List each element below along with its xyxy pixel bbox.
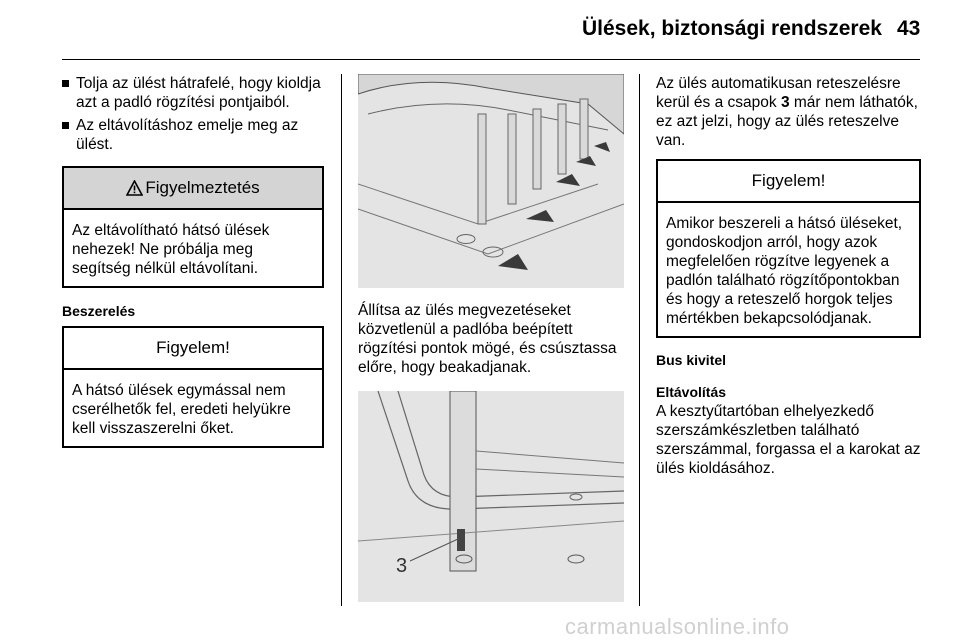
column-1: [62, 74, 324, 448]
notice-box-title: Figyelem!: [64, 328, 322, 370]
notice-box: [656, 159, 921, 338]
header-divider: [62, 59, 920, 60]
column-2: [358, 74, 624, 602]
column-3: [656, 74, 921, 478]
figure-caption-paragraph: Állítsa az ülés megvezetéseket közvetlenül a padlóba beépített rögzítési pontok mögé, és csúsztassa előre, hogy beakadjanak.: [358, 302, 617, 376]
subsection-heading-removal: Eltávolítás: [656, 384, 727, 400]
callout-label: 3: [396, 555, 408, 577]
seat-rails-drawing: [358, 74, 624, 288]
seat-pin-illustration: [358, 391, 624, 602]
list-item: Tolja az ülést hátrafelé, hogy kioldja azt a padló rögzítési pontjaiból.: [62, 74, 324, 112]
removal-paragraph: A kesztyűtartóban elhelyezkedő szerszámkészletben található szerszámmal, forgassa el a karokat az ülés kioldásához.: [656, 403, 921, 477]
section-heading-bus: Bus kivitel: [656, 352, 727, 368]
warning-triangle-icon: [126, 180, 143, 196]
warning-box-title: Figyelmeztetés: [64, 168, 322, 210]
instruction-list: [62, 74, 324, 154]
warning-box-body: Az eltávolítható hátsó ülések nehezek! Ne próbálja meg segítség nélkül eltávolítani.: [72, 222, 270, 277]
section-heading-installation: Beszerelés: [62, 303, 136, 319]
seat-rails-illustration: [358, 74, 624, 288]
watermark: carmanualsonline.info: [565, 614, 790, 639]
page-header-title: Ülések, biztonsági rendszerek: [582, 17, 882, 40]
locking-paragraph: Az ülés automatikusan reteszelésre kerül és a csapok 3 már nem láthatók, ez azt jelzi, hogy az ülés reteszelve van.: [656, 75, 918, 149]
column-divider-1: [341, 74, 342, 606]
bullet-square-icon: [62, 122, 69, 129]
column-divider-2: [639, 74, 640, 606]
page-number: 43: [897, 17, 921, 40]
warning-box: [62, 166, 324, 288]
notice-box-title: Figyelem!: [658, 161, 919, 203]
list-item: Az eltávolításhoz emelje meg az ülést.: [62, 116, 324, 154]
notice-box-body: Amikor beszereli a hátsó üléseket, gondoskodjon arról, hogy azok megfelelően rögzítve legyenek a padlón található rögzítőpontokban és hogy a reteszelő horgok teljes mértékben bekapcsolódjanak.: [666, 215, 903, 327]
notice-box-body: A hátsó ülések egymással nem cserélhetők fel, eredeti helyükre kell visszaszerelni őket.: [72, 382, 291, 437]
notice-box: [62, 326, 324, 448]
bullet-square-icon: [62, 80, 69, 87]
